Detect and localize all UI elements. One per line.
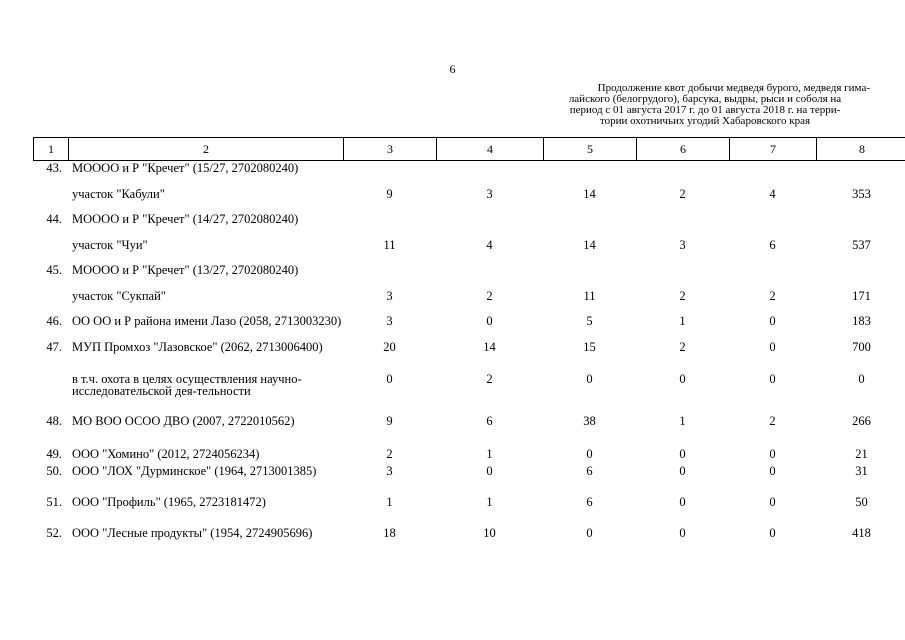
col3-value: 3 bbox=[386, 289, 393, 303]
col5-value: 14 bbox=[583, 238, 596, 252]
page-number: 6 bbox=[449, 62, 456, 76]
col7-value: 0 bbox=[769, 495, 776, 509]
header-cell: 1 bbox=[34, 138, 69, 161]
caption-line: тории охотничьих угодий Хабаровского края bbox=[599, 115, 811, 127]
col4-value: 1 bbox=[486, 495, 493, 509]
quota-table bbox=[33, 162, 905, 558]
col3-value: 0 bbox=[386, 372, 393, 386]
col4-value bbox=[436, 213, 543, 239]
col8-value: 266 bbox=[852, 414, 871, 428]
row-number bbox=[33, 239, 68, 264]
caption-line: период с 01 августа 2017 г. до 01 августа 2018 г. на терри- bbox=[569, 104, 841, 116]
table-caption bbox=[540, 83, 870, 127]
row-number bbox=[33, 373, 68, 415]
col3-value bbox=[343, 162, 436, 188]
row-number: 46. bbox=[46, 314, 62, 328]
table-row bbox=[33, 496, 905, 527]
col5-value bbox=[543, 213, 636, 239]
caption-line: Продолжение квот добычи медведя бурого, медведя гима- bbox=[597, 82, 870, 94]
row-number: 44. bbox=[46, 212, 62, 226]
col6-value: 0 bbox=[679, 526, 686, 540]
col3-value: 11 bbox=[383, 238, 396, 252]
org-name: МОООО и Р "Кречет" (14/27, 2702080240) bbox=[72, 212, 299, 226]
col8-value: 537 bbox=[852, 238, 871, 252]
col4-value bbox=[436, 162, 543, 188]
col6-value: 2 bbox=[679, 340, 686, 354]
col6-value: 0 bbox=[679, 495, 686, 509]
table-row bbox=[33, 239, 905, 264]
org-name: МУП Промхоз "Лазовское" (2062, 2713006400) bbox=[72, 340, 323, 354]
col7-value: 6 bbox=[769, 238, 776, 252]
col6-value: 1 bbox=[679, 414, 686, 428]
caption-line: лайского (белогрудого), барсука, выдры, рыси и соболя на bbox=[568, 93, 842, 105]
col3-value: 18 bbox=[383, 526, 396, 540]
col8-value: 21 bbox=[855, 447, 868, 461]
col5-value: 6 bbox=[586, 495, 593, 509]
col8-value: 50 bbox=[855, 495, 868, 509]
row-number: 47. bbox=[46, 340, 62, 354]
col7-value: 2 bbox=[769, 414, 776, 428]
col6-value bbox=[636, 162, 729, 188]
col8-value bbox=[816, 162, 905, 188]
col4-value: 10 bbox=[483, 526, 496, 540]
table-row bbox=[33, 415, 905, 448]
row-number: 43. bbox=[46, 161, 62, 175]
col3-value: 9 bbox=[386, 414, 393, 428]
col5-value bbox=[543, 264, 636, 290]
col8-value: 0 bbox=[858, 372, 865, 386]
header-cell: 8 bbox=[817, 138, 905, 161]
col5-value: 6 bbox=[586, 464, 593, 478]
col6-value: 0 bbox=[679, 372, 686, 386]
col8-value: 418 bbox=[852, 526, 871, 540]
col5-value bbox=[543, 162, 636, 188]
org-name: ООО "ЛОХ "Дурминское" (1964, 2713001385) bbox=[72, 464, 317, 478]
col3-value: 2 bbox=[386, 447, 393, 461]
col4-value: 0 bbox=[486, 464, 493, 478]
col4-value: 0 bbox=[486, 314, 493, 328]
col8-value: 700 bbox=[852, 340, 871, 354]
col5-value: 14 bbox=[583, 187, 596, 201]
org-name: ООО "Лесные продукты" (1954, 2724905696) bbox=[72, 526, 313, 540]
col8-value: 183 bbox=[852, 314, 871, 328]
col7-value: 0 bbox=[769, 314, 776, 328]
header-cell: 6 bbox=[637, 138, 730, 161]
col3-value: 20 bbox=[383, 340, 396, 354]
col4-value: 4 bbox=[486, 238, 493, 252]
col4-value: 6 bbox=[486, 414, 493, 428]
org-name: МОООО и Р "Кречет" (15/27, 2702080240) bbox=[72, 161, 299, 175]
col3-value: 3 bbox=[386, 464, 393, 478]
col7-value: 0 bbox=[769, 372, 776, 386]
col8-value: 353 bbox=[852, 187, 871, 201]
table-row bbox=[33, 162, 905, 188]
row-number bbox=[33, 290, 68, 315]
col5-value: 5 bbox=[586, 314, 593, 328]
col6-value: 2 bbox=[679, 187, 686, 201]
col3-value: 1 bbox=[386, 495, 393, 509]
col7-value: 0 bbox=[769, 526, 776, 540]
col4-value: 2 bbox=[486, 289, 493, 303]
col6-value: 0 bbox=[679, 447, 686, 461]
org-name: участок "Чуи" bbox=[72, 238, 148, 252]
org-name: ОО ОО и Р района имени Лазо (2058, 2713003230) bbox=[72, 314, 342, 328]
org-name: участок "Кабули" bbox=[72, 187, 165, 201]
col7-value: 4 bbox=[769, 187, 776, 201]
header-cell: 3 bbox=[344, 138, 437, 161]
org-name: МОООО и Р "Кречет" (13/27, 2702080240) bbox=[72, 263, 299, 277]
table-row bbox=[33, 527, 905, 558]
col8-value: 31 bbox=[855, 464, 868, 478]
col6-value: 0 bbox=[679, 464, 686, 478]
table-row bbox=[33, 264, 905, 290]
col3-value bbox=[343, 264, 436, 290]
col4-value: 1 bbox=[486, 447, 493, 461]
table-header bbox=[33, 137, 905, 161]
row-number: 50. bbox=[46, 464, 62, 478]
row-number: 49. bbox=[46, 447, 62, 461]
table-row bbox=[33, 188, 905, 213]
col5-value: 0 bbox=[586, 447, 593, 461]
col5-value: 11 bbox=[583, 289, 596, 303]
col6-value bbox=[636, 264, 729, 290]
row-number bbox=[33, 188, 68, 213]
col8-value bbox=[816, 213, 905, 239]
col6-value: 3 bbox=[679, 238, 686, 252]
col5-value: 38 bbox=[583, 414, 596, 428]
col6-value: 1 bbox=[679, 314, 686, 328]
row-number: 51. bbox=[46, 495, 62, 509]
table-row bbox=[33, 213, 905, 239]
org-name: в т.ч. охота в целях осуществления научно-исследовательской дея-тельности bbox=[72, 372, 302, 398]
table-row bbox=[33, 290, 905, 315]
header-cell: 5 bbox=[544, 138, 637, 161]
col7-value bbox=[729, 213, 816, 239]
col3-value: 9 bbox=[386, 187, 393, 201]
col7-value: 0 bbox=[769, 340, 776, 354]
col4-value: 3 bbox=[486, 187, 493, 201]
col8-value: 171 bbox=[852, 289, 871, 303]
col3-value bbox=[343, 213, 436, 239]
col7-value bbox=[729, 264, 816, 290]
org-name: ООО "Профиль" (1965, 2723181472) bbox=[72, 495, 266, 509]
org-name: ООО "Хомино" (2012, 2724056234) bbox=[72, 447, 260, 461]
table-row bbox=[33, 448, 905, 465]
col5-value: 0 bbox=[586, 526, 593, 540]
col4-value: 2 bbox=[486, 372, 493, 386]
col6-value: 2 bbox=[679, 289, 686, 303]
col4-value bbox=[436, 264, 543, 290]
row-number: 52. bbox=[46, 526, 62, 540]
col3-value: 3 bbox=[386, 314, 393, 328]
table-row bbox=[33, 315, 905, 341]
table-row bbox=[33, 341, 905, 373]
org-name: МО ВОО ОСОО ДВО (2007, 2722010562) bbox=[72, 414, 295, 428]
table-row bbox=[33, 465, 905, 496]
col8-value bbox=[816, 264, 905, 290]
header-cell: 2 bbox=[69, 138, 344, 161]
header-cell: 7 bbox=[730, 138, 817, 161]
col7-value bbox=[729, 162, 816, 188]
org-name: участок "Сукпай" bbox=[72, 289, 166, 303]
table-row bbox=[33, 373, 905, 415]
header-cell: 4 bbox=[437, 138, 544, 161]
col6-value bbox=[636, 213, 729, 239]
row-number: 48. bbox=[46, 414, 62, 428]
col7-value: 0 bbox=[769, 447, 776, 461]
col7-value: 2 bbox=[769, 289, 776, 303]
col7-value: 0 bbox=[769, 464, 776, 478]
col5-value: 0 bbox=[586, 372, 593, 386]
row-number: 45. bbox=[46, 263, 62, 277]
col5-value: 15 bbox=[583, 340, 596, 354]
col4-value: 14 bbox=[483, 340, 496, 354]
